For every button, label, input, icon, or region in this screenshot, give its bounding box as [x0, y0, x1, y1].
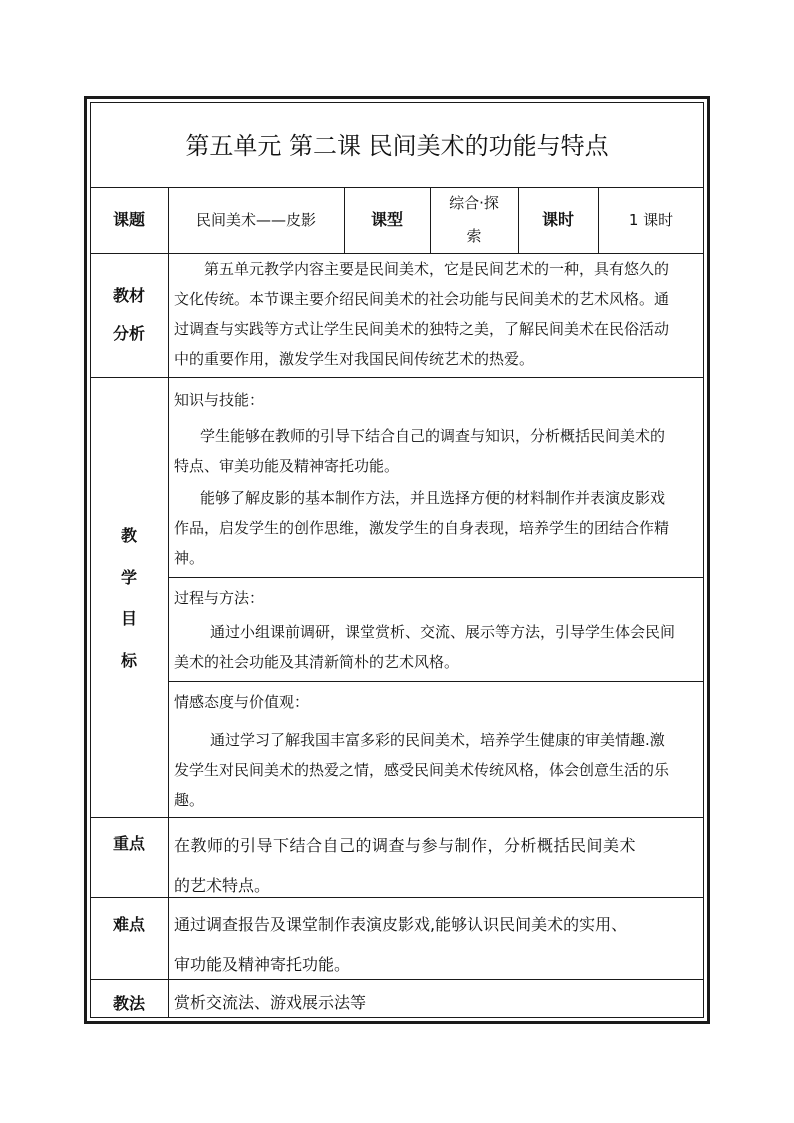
text-line: 美术的社会功能及其清新简朴的艺术风格。 — [174, 653, 460, 671]
jiaocai-label-line1: 教材 — [112, 286, 145, 305]
section-heading: 知识与技能： — [174, 391, 265, 409]
text-line: 特点、审美功能及精神寄托功能。 — [174, 457, 400, 475]
text-line: 文化传统。本节课主要介绍民间美术的社会功能与民间美术的艺术风格。通 — [174, 290, 670, 308]
row-divider — [90, 817, 704, 818]
zhongdian-label: 重点 — [112, 834, 145, 853]
jiaofa-value: 赏析交流法、游戏展示法等 — [174, 993, 367, 1012]
section-heading: 情感态度与价值观： — [174, 693, 310, 711]
zhongdian-text — [174, 826, 700, 906]
text-line: 学生能够在教师的引导下结合自己的调查与知识，分析概括民间美术的 — [200, 427, 666, 445]
text-line: 第五单元教学内容主要是民间美术，它是民间艺术的一种，具有悠久的 — [204, 260, 670, 278]
text-line: 神。 — [174, 549, 205, 567]
text-line: 发学生对民间美术的热爱之情，感受民间美术传统风格，体会创意生活的乐 — [174, 761, 670, 779]
row-divider — [90, 377, 704, 378]
mubiao-label-char: 目 — [120, 609, 137, 628]
text-line: 通过学习了解我国丰富多彩的民间美术，培养学生健康的审美情趣.激 — [210, 731, 665, 749]
text-line: 的艺术特点。 — [174, 876, 271, 895]
nandian-text — [174, 905, 700, 985]
mubiao-label-char: 教 — [120, 526, 137, 545]
page-title: 第五单元 第二课 民间美术的功能与特点 — [185, 132, 609, 160]
text-line: 作品，启发学生的创作思维，激发学生的自身表现，培养学生的团结合作精 — [174, 519, 670, 537]
kexing-value-line1: 综合·探 — [449, 194, 499, 212]
keshi-value: 1 课时 — [628, 211, 674, 229]
kexing-value-line2: 索 — [466, 227, 482, 245]
section-heading: 过程与方法： — [174, 589, 265, 607]
text-line: 通过调查报告及课堂制作表演皮影戏,能够认识民间美术的实用、 — [174, 915, 628, 934]
text-line: 趣。 — [174, 791, 205, 809]
mubiao-label-char: 标 — [120, 651, 137, 670]
text-line: 中的重要作用，激发学生对我国民间传统艺术的热爱。 — [174, 350, 535, 368]
col-divider — [168, 187, 169, 1018]
keti-label: 课题 — [112, 210, 145, 229]
row-divider — [168, 681, 704, 682]
jiaocai-text — [174, 254, 700, 374]
text-line: 过调查与实践等方式让学生民间美术的独特之美，了解民间美术在民俗活动 — [174, 320, 670, 338]
process-section — [174, 583, 700, 677]
knowledge-section — [174, 385, 700, 573]
row-divider — [168, 577, 704, 578]
kexing-label: 课型 — [370, 210, 403, 229]
text-line: 能够了解皮影的基本制作方法，并且选择方便的材料制作并表演皮影戏 — [200, 489, 666, 507]
mubiao-label-char: 学 — [120, 568, 137, 587]
nandian-label: 难点 — [112, 915, 145, 934]
keti-value: 民间美术——皮影 — [195, 211, 316, 229]
jiaofa-label: 教法 — [112, 994, 145, 1013]
emotion-section — [174, 687, 700, 815]
text-line: 通过小组课前调研，课堂赏析、交流、展示等方法，引导学生体会民间 — [210, 623, 676, 641]
row-divider — [90, 187, 704, 188]
text-line: 审功能及精神寄托功能。 — [174, 955, 351, 974]
text-line: 在教师的引导下结合自己的调查与参与制作，分析概括民间美术 — [174, 836, 637, 855]
jiaocai-label-line2: 分析 — [112, 324, 145, 343]
keshi-label: 课时 — [541, 210, 574, 229]
